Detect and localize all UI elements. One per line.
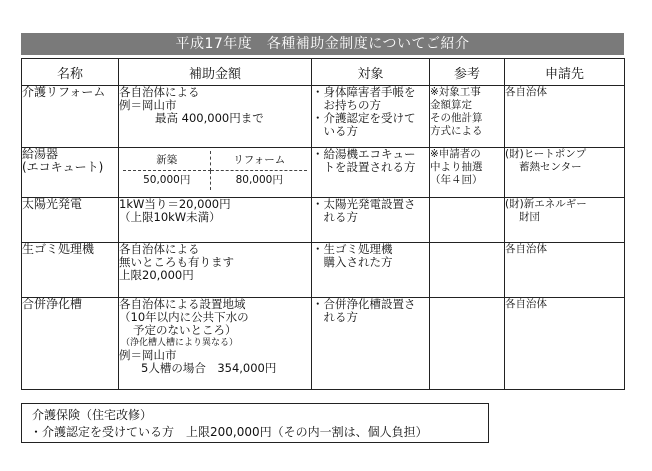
row-reference [430,243,505,298]
row-target: ・給湯機エコキュー トを設置される方 [312,148,430,198]
row-reference [430,298,505,390]
header-name: 名称 [22,59,119,86]
row-apply: (財)ヒートポンプ 蓄熱センター [505,148,625,198]
row-apply: 各自治体 [505,243,625,298]
row-amount: 各自治体による 例＝岡山市 最高 400,000円まで [119,86,312,148]
page-title: 平成17年度 各種補助金制度についてご紹介 [21,33,624,55]
care-insurance-note [21,403,489,443]
header-reference: 参考 [430,59,505,86]
row-name: 給湯器 (エコキュート) [22,148,119,198]
row-name: 太陽光発電 [22,198,119,243]
row-apply: 各自治体 [505,86,625,148]
note-line: ・介護認定を受けている方 上限200,000円（その内一割は、個人負担） [30,425,428,439]
row-amount: 各自治体による 無いところも有ります 上限20,000円 [119,243,312,298]
amount-sub-table [123,151,307,190]
table-row [22,198,625,243]
table-row [22,86,625,148]
row-reference: ※対象工事 金額算定 その他計算 方式による [430,86,505,148]
header-apply: 申請先 [505,59,625,86]
row-target: ・合併浄化槽設置さ れる方 [312,298,430,390]
subsidy-table [21,58,625,390]
sub-label-new: 新築 [123,151,211,171]
row-target: ・太陽光発電設置さ れる方 [312,198,430,243]
sub-value-reform: 80,000円 [235,174,283,186]
note-title: 介護保険（住宅改修） [32,408,153,422]
row-apply: (財)新エネルギー 財団 [505,198,625,243]
sub-value-new: 50,000円 [123,171,211,191]
row-target: ・生ゴミ処理機 購入された方 [312,243,430,298]
row-target: ・身体障害者手帳を お持ちの方 ・介護認定を受けて いる方 [312,86,430,148]
row-name: 生ゴミ処理機 [22,243,119,298]
sub-label-reform: リフォーム [211,151,307,171]
row-name: 介護リフォーム [22,86,119,148]
row-apply: 各自治体 [505,298,625,390]
row-amount [119,148,312,198]
row-amount: 各自治体による設置地域 （10年以内に公共下水の 予定のないところ） （浄化槽人槽により異なる） 例＝岡山市 5人槽の場合 354,000円 [119,298,312,390]
table-row [22,243,625,298]
table-header-row [22,59,625,86]
table-row [22,148,625,198]
row-reference [430,198,505,243]
header-amount: 補助金額 [119,59,312,86]
row-reference: ※申請者の 中より抽選 （年４回） [430,148,505,198]
table-row [22,298,625,390]
row-name: 合併浄化槽 [22,298,119,390]
header-target: 対象 [312,59,430,86]
row-amount: 1kW当り＝20,000円 （上限10kW未満） [119,198,312,243]
